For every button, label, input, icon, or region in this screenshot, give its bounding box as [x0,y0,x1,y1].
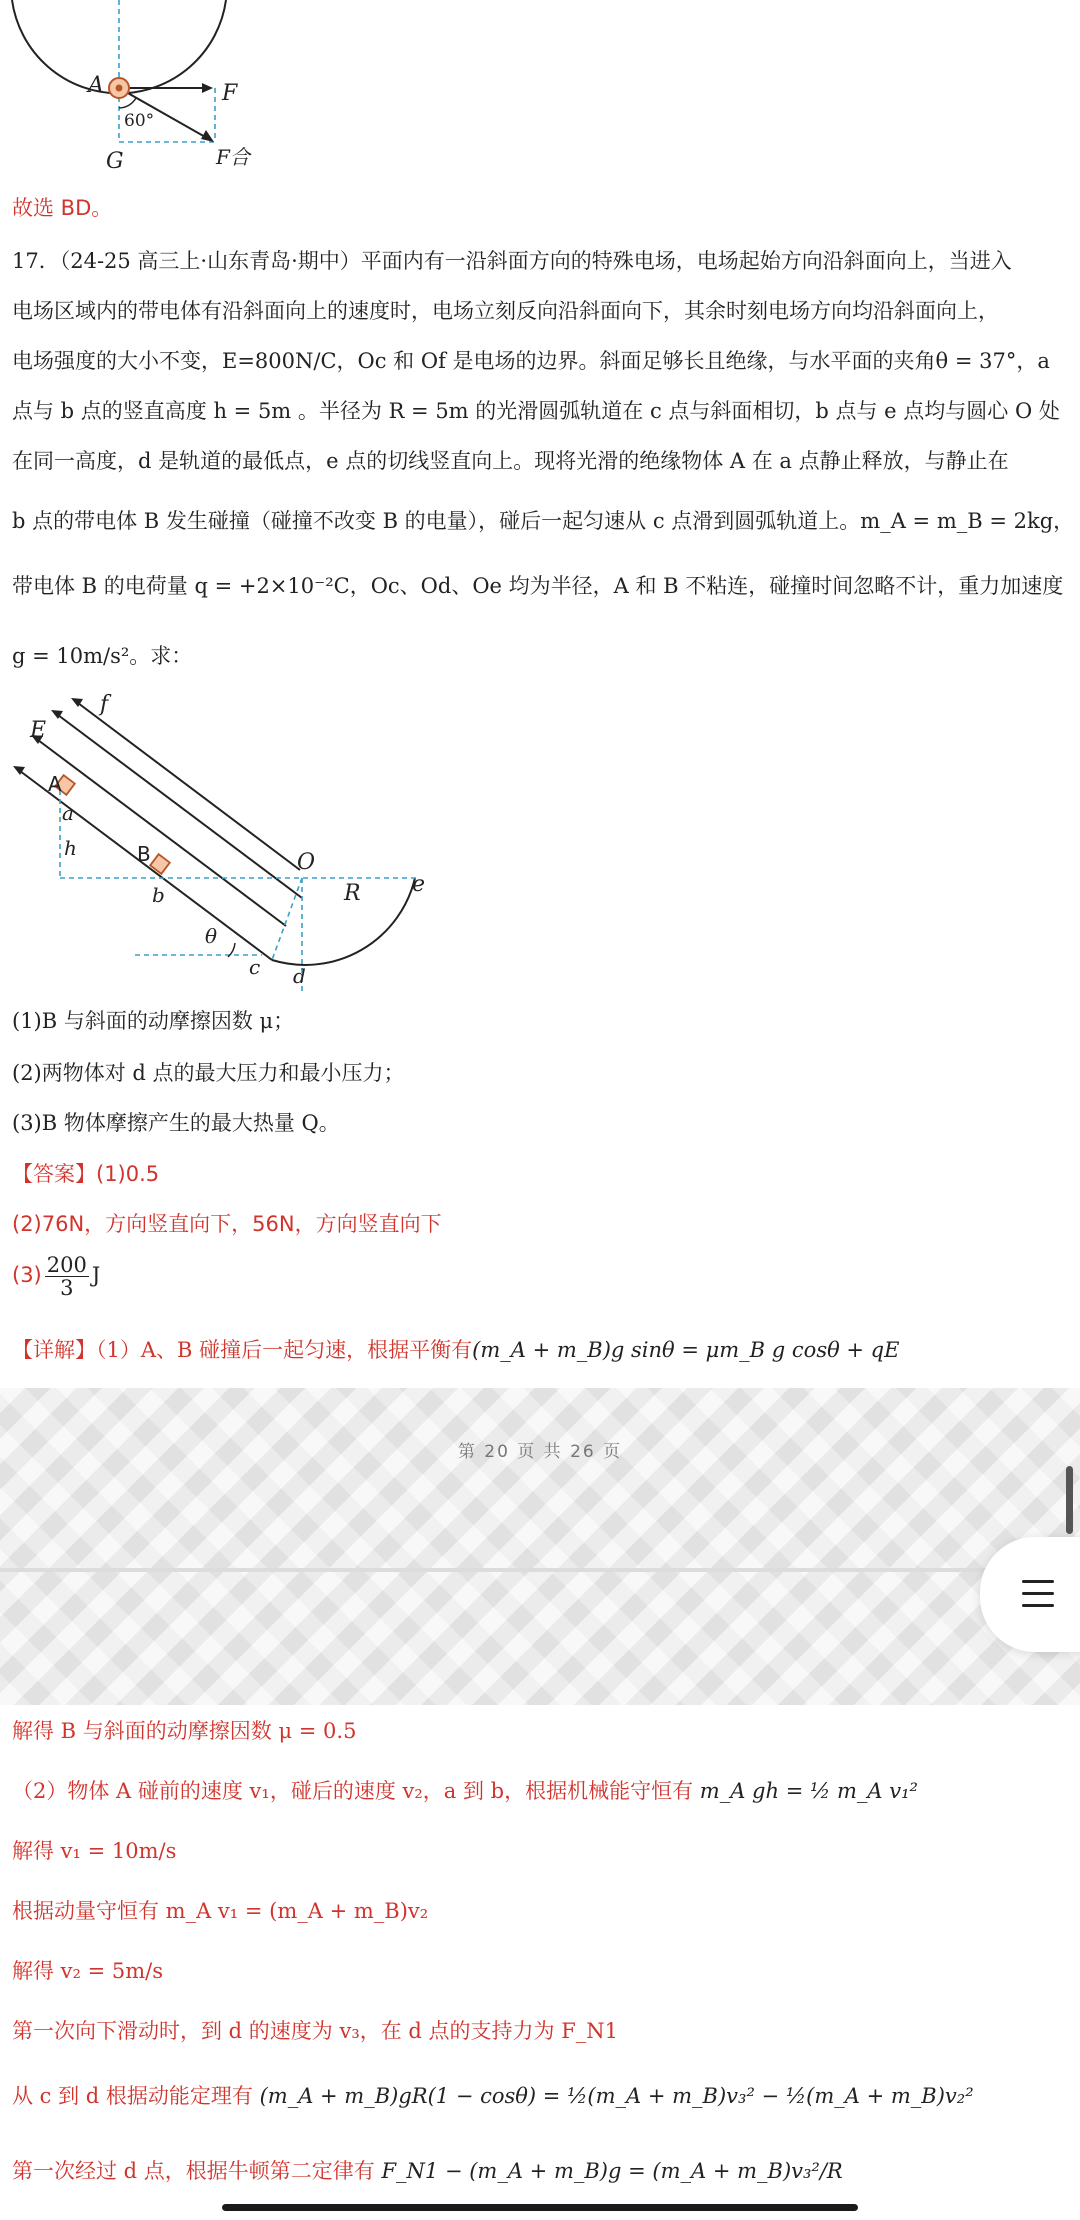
detail-line-1 [12,1334,1068,1366]
solution-line [12,2080,1068,2112]
question-3: (3)B 物体摩擦产生的最大热量 Q。 [12,1111,340,1135]
problem-text-line: 带电体 B 的电荷量 q = +2×10⁻²C，Oc、Od、Oe 均为半径，A 和 B 不粘连，碰撞时间忽略不计，重力加速度 [12,574,1064,598]
answer-line-1 [12,1158,1068,1190]
problem-text-line: 电场强度的大小不变，E=800N/C，Oc 和 Of 是电场的边界。斜面足够长且绝缘，与水平面的夹角θ = 37°，a [12,349,1050,373]
label-A: A [48,772,62,796]
label-B: B [137,842,151,866]
label-a: a [62,801,74,825]
page-number: 第 20 页 共 26 页 [457,1442,623,1462]
label-E: E [30,718,47,743]
label-G: G [106,149,124,174]
solution-text: 从 c 到 d 根据动能定理有 [12,2084,253,2108]
force-diagram [0,0,300,180]
solution-text: 第一次经过 d 点，根据牛顿第二定律有 [12,2159,375,2183]
answer-3-unit: J [91,1263,101,1287]
page-separator [0,1568,1080,1572]
solution-equation: F_N1 − (m_A + m_B)g = (m_A + m_B)v₃²/R [381,2159,843,2183]
scrollbar-thumb[interactable] [1066,1466,1073,1534]
previous-answer: 故选 BD。 [12,196,113,220]
hamburger-icon [1022,1580,1054,1616]
detail-tag: 【详解】 [12,1338,96,1362]
answer-1: (1)0.5 [96,1162,160,1186]
detail-text: （1）A、B 碰撞后一起匀速，根据平衡有 [96,1338,473,1362]
answer-3-fraction [45,1254,89,1299]
label-F: F [222,81,238,106]
problem-text-line: 点与 b 点的竖直高度 h = 5m 。半径为 R = 5m 的光滑圆弧轨道在 c 点与斜面相切，b 点与 e 点均与圆心 O 处 [12,399,1060,423]
label-e: e [412,872,426,897]
label-b: b [152,883,165,907]
home-indicator[interactable] [222,2204,858,2211]
menu-button[interactable] [980,1537,1080,1652]
document-page [0,1705,1080,2220]
problem-text-line: b 点的带电体 B 发生碰撞（碰撞不改变 B 的电量），碰后一起匀速从 c 点滑到圆弧轨道上。m_A = m_B = 2kg， [12,509,1075,533]
solution-line: 解得 B 与斜面的动摩擦因数 μ = 0.5 [12,1719,357,1743]
solution-line: 解得 v₁ = 10m/s [12,1839,177,1863]
fraction-denominator: 3 [60,1276,74,1300]
label-A: A [88,73,104,98]
label-d: d [293,964,306,988]
incline-diagram [0,685,500,1005]
label-R: R [344,881,361,906]
problem-text-line: g = 10m/s²。求： [12,644,193,668]
answer-2: (2)76N，方向竖直向下，56N，方向竖直向下 [12,1212,442,1236]
solution-equation: (m_A + m_B)gR(1 − cosθ) = ½(m_A + m_B)v₃² − ½(m_A + m_B)v₂² [259,2084,974,2108]
label-h: h [64,836,77,860]
answer-line-3 [12,1253,1068,1299]
solution-line [12,2155,1068,2187]
label-F-he: F合 [216,145,250,169]
problem-text-line: 电场区域内的带电体有沿斜面向上的速度时，电场立刻反向沿斜面向下，其余时刻电场方向均沿斜面向上， [12,299,999,323]
question-1: (1)B 与斜面的动摩擦因数 μ； [12,1009,295,1033]
answer-tag: 【答案】 [12,1162,96,1186]
solution-line [12,1775,1068,1807]
problem-text-line: 在同一高度，d 是轨道的最低点，e 点的切线竖直向上。现将光滑的绝缘物体 A 在 a 点静止释放，与静止在 [12,449,1009,473]
answer-3-prefix: (3) [12,1263,42,1287]
label-angle: 60° [124,111,155,131]
solution-equation: m_A gh = ½ m_A v₁² [699,1779,918,1803]
detail-equation: (m_A + m_B)g sinθ = μm_B g cosθ + qE [472,1338,900,1362]
problem-text-line: 17．（24-25 高三上·山东青岛·期中）平面内有一沿斜面方向的特殊电场，电场起始方向沿斜面向上，当进入 [12,249,1012,273]
label-f: f [100,692,109,717]
label-theta: θ [205,924,218,948]
solution-line: 根据动量守恒有 m_A v₁ = (m_A + m_B)v₂ [12,1899,429,1923]
solution-line: 解得 v₂ = 5m/s [12,1959,164,1983]
fraction-numerator: 200 [46,1253,87,1277]
question-2: (2)两物体对 d 点的最大压力和最小压力； [12,1061,405,1085]
label-c: c [249,955,261,979]
label-O: O [297,850,316,875]
solution-text: （2）物体 A 碰前的速度 v₁，碰后的速度 v₂，a 到 b，根据机械能守恒有 [12,1779,694,1803]
solution-line: 第一次向下滑动时，到 d 的速度为 v₃，在 d 点的支持力为 F_N1 [12,2019,619,2043]
page-gap [0,1388,1080,1705]
